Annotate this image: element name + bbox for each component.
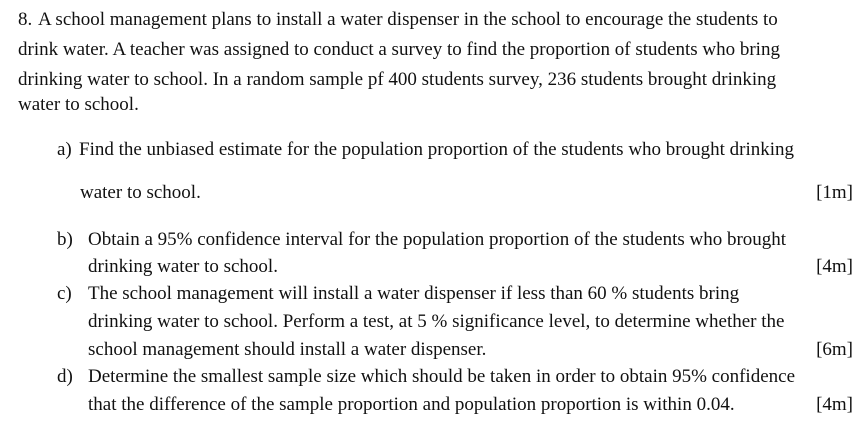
part-b-line-2: drinking water to school. (88, 256, 278, 277)
part-b-label: b) (57, 229, 73, 250)
part-a-line-1: Find the unbiased estimate for the population proportion of the students who brought drinking (79, 139, 795, 160)
part-b-line-1: Obtain a 95% confidence interval for the population proportion of the students who brought (88, 229, 787, 250)
intro-line-1: A school management plans to install a water dispenser in the school to encourage the students to (38, 9, 778, 30)
part-d-label: d) (57, 366, 73, 387)
part-c-line-3: school management should install a water dispenser. (88, 339, 487, 360)
part-a-line-2: water to school. (80, 182, 201, 203)
intro-line-4: water to school. (18, 94, 139, 115)
part-b-marks: [4m] (816, 256, 853, 277)
intro-line-3: drinking water to school. In a random sample pf 400 students survey, 236 students brought drinking (18, 69, 777, 90)
part-a-label: a) (57, 139, 72, 160)
part-c-marks: [6m] (816, 339, 853, 360)
part-a-marks: [1m] (816, 182, 853, 203)
intro-line-2: drink water. A teacher was assigned to conduct a survey to find the proportion of students who bring (18, 39, 780, 60)
part-d-marks: [4m] (816, 394, 853, 415)
part-c-line-2: drinking water to school. Perform a test, at 5 % significance level, to determine whether the (88, 311, 785, 332)
part-c-label: c) (57, 283, 72, 304)
question-number: 8. (18, 9, 33, 30)
part-c-line-1: The school management will install a water dispenser if less than 60 % students bring (88, 283, 740, 304)
part-d-line-1: Determine the smallest sample size which should be taken in order to obtain 95% confidence (88, 366, 796, 387)
part-d-line-2: that the difference of the sample proportion and population proportion is within 0.04. (88, 394, 735, 415)
